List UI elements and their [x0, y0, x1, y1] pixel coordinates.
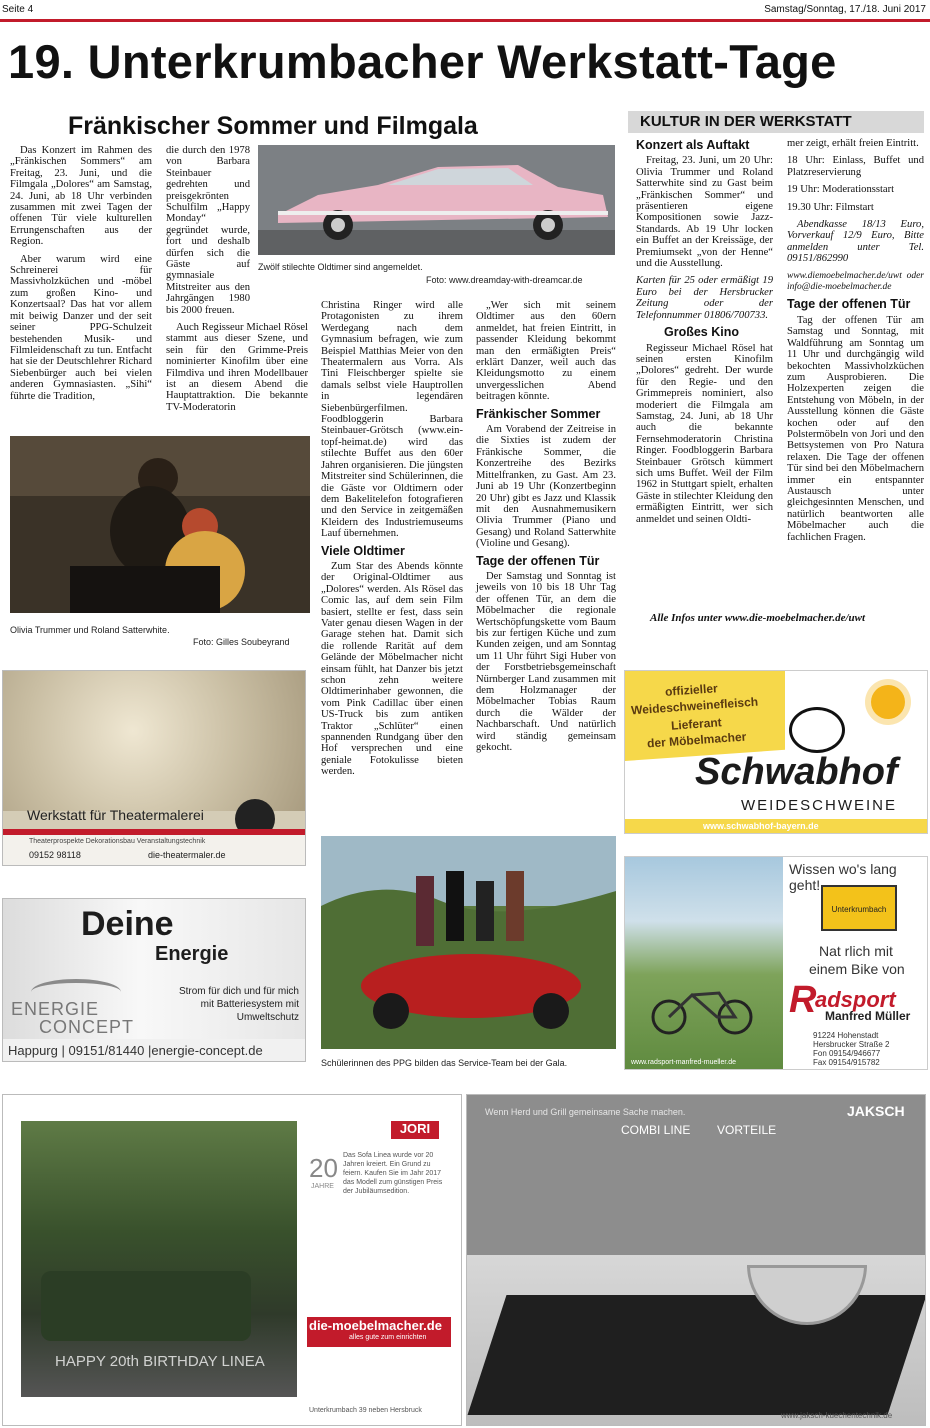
subheading-grosses-kino: Großes Kino: [664, 325, 740, 340]
kultur-header: KULTUR IN DER WERKSTATT: [640, 113, 852, 130]
ad-jori-address: Unterkrumbach 39 neben Hersbruck: [309, 1407, 422, 1414]
ad-theater-web[interactable]: die-theatermaler.de: [148, 850, 226, 860]
ad-jori-banner[interactable]: die-moebelmacher.de: [309, 1318, 442, 1333]
ad-jaksch-web[interactable]: www.jaksch-kuechentechnik.de: [781, 1411, 893, 1420]
page-headline: 19. Unterkrumbacher Werkstatt-Tage: [8, 35, 837, 88]
ad-jori-banner-sub: alles gute zum einrichten: [349, 1334, 427, 1341]
link-moebelmacher[interactable]: www.diemoebelmacher.de/uwt oder info@die-moebelmacher.de: [787, 270, 924, 293]
ad-energie-logo2: CONCEPT: [39, 1017, 135, 1037]
ad-radsport-sign: Unterkrumbach: [831, 905, 887, 914]
paragraph-abendkasse: Abendkasse 18/13 Euro, Vorverkauf 12/9 Euro, Bitte anmelden unter Tel. 09151/862990: [787, 219, 924, 265]
ad-energie-footer[interactable]: Happurg | 09151/81440 |energie-concept.de: [8, 1043, 263, 1058]
students-photo: [321, 836, 616, 1049]
schedule-moderation: 19 Uhr: Moderationsstart: [787, 184, 895, 196]
ad-radsport-photo: [625, 857, 783, 1070]
article-column-3: [321, 300, 463, 778]
ad-radsport-brand-r: R: [789, 979, 817, 1021]
car-credit: Foto: www.dreamday-with-dreamcar.de: [426, 275, 583, 285]
students-caption: Schülerinnen des PPG bilden das Service-Team bei der Gala.: [321, 1058, 568, 1068]
page-number: Seite 4: [2, 4, 34, 15]
ad-radsport-web[interactable]: www.radsport-manfred-mueller.de: [631, 1059, 737, 1066]
ad-schwabhof-line1: offizieller: [664, 681, 719, 699]
paragraph: Das Konzert im Rahmen des „Fränkischen Sommers“ am Freitag, 23. Juni, und die Filmgala „Dolores“ am Samstag, 24. Juni, ab 18 Uhr verbinden zusammen mit zwei Tagen der offenen Tür viele kulturellen Errungenschaften aus der Region.: [10, 145, 152, 248]
ad-schwabhof-web[interactable]: www.schwabhof-bayern.de: [703, 821, 819, 831]
ad-theater-phone: 09152 98118: [29, 850, 81, 860]
article-column-1: [10, 145, 152, 402]
paragraph: Auch Regisseur Michael Rösel stammt aus dieser Szene, und sein für den Grimme-Preis nominierter Kinofilm über eine Filmdiva und ihren Modellbauer ist an diesem Abend die Hauptattraktion. Die bekannte TV-Moderatorin: [166, 322, 308, 413]
ad-radsport-fax: Fax 09154/915782: [813, 1058, 880, 1067]
ad-jaksch[interactable]: [466, 1094, 926, 1426]
ad-jori-photo: [21, 1121, 297, 1397]
musicians-credit: Foto: Gilles Soubeyrand: [193, 637, 290, 647]
ad-schwabhof-line2: Weideschweinefleisch: [630, 694, 759, 718]
ad-jaksch-head: Wenn Herd und Grill gemeinsame Sache machen.: [485, 1107, 686, 1117]
ad-schwabhof[interactable]: [624, 670, 928, 834]
ad-schwabhof-line3: Lieferant: [670, 715, 723, 733]
car-caption: Zwölf stilechte Oldtimer sind angemeldet.: [258, 262, 423, 272]
ad-jori-years: 20: [309, 1153, 338, 1183]
ad-schwabhof-line4: der Möbelmacher: [646, 729, 747, 751]
kultur-column-2: [787, 138, 924, 543]
article-title: Fränkischer Sommer und Filmgala: [68, 112, 478, 140]
sofa-shape: [41, 1271, 251, 1341]
subheading-konzert-auftakt: Konzert als Auftakt: [636, 138, 750, 152]
ad-radsport[interactable]: [624, 856, 928, 1070]
paragraph: Zum Star des Abends könnte der Original-Oldtimer aus „Dolores“ werden. Als Rösel das Comic las, auf dem sein Film basiert, stellte er fest, dass sein Vater genau diesen Wagen in der Garage stehen hat. Damit sich die rollende Rarität auf dem Gelände der Möbelmacher nicht einsam fühlt, hat Danzer bis jetzt schon zehn weitere Oldtimerinhaber gewonnen, die vom Pink Cadillac über einen US-Truck bis zum antiken Traktor „Schlüter“ einen spannenden Rundgang über den Hof versprechen und eine geniale Fotokulisse bieten werden.: [321, 560, 463, 778]
subheading-viele-oldtimer: Viele Oldtimer: [321, 543, 405, 558]
ad-schwabhof-sub: WEIDESCHWEINE: [741, 797, 898, 814]
ad-radsport-line2: einem Bike von: [809, 961, 905, 977]
ad-radsport-head: Wissen wo's lang geht!: [789, 861, 897, 893]
ad-jaksch-cooktop: [467, 1255, 926, 1426]
ad-jori-years-label: JAHRE: [311, 1183, 334, 1190]
paragraph: Aber warum wird eine Schreinerei für Massivholzküchen und -möbel zum großen Kino- und Konzertsaal? Das hat vor allem mit beiwig Danzer und der seit seiner PPG-Schulzeit bestehenden Musik- und Filmleidenschaft zu tun. Entfacht hat sie der Deutschlehrer Richard Siebenbürger auch bei vielen anderen Gymnasiasten. „Sihi“ führte die Tradition,: [10, 253, 152, 402]
bicycle-icon: [647, 975, 757, 1035]
ad-energie-tagline: Strom für dich und für mich mit Batteriesystem mit Umweltschutz: [178, 986, 299, 1023]
kultur-column-1: [636, 140, 773, 525]
ad-jaksch-col2: VORTEILE: [717, 1123, 777, 1137]
ad-radsport-line1: Nat rlich mit: [819, 943, 893, 959]
paragraph: Christina Ringer wird alle Protagonisten zu ihrem Werdegang nach dem Gymnasium befragen, wie zum Beispiel Matthias Meier von den Theatermalern aus Vorra. Als Tini Fleischberger spielte sie damals selbst viele Hauptrollen in legendären Siebenbürgerfilmen. Foodbloggerin Barbara Steinbauer-Grötsch (www.ein-topf-heimat.de) wird das stilechte Buffet aus den 60er Jahren organisieren. Die jüngsten Mitstreiter sind Schülerinnen, die die Gäste vor Oldtimern oder dem Bakelitelefon fotografieren und den Service in zeitgemäßen Kleidern des Industriemuseums Lauf übernehmen.: [321, 300, 463, 540]
subheading-tage-offene-tuer: Tage der offenen Tür: [476, 553, 600, 568]
ad-theater-services: Theaterprospekte Dekorationsbau Veranstaltungstechnik: [29, 838, 206, 845]
pig-icon: [789, 707, 845, 753]
article-column-2b: [166, 322, 308, 413]
ad-theater-title: Werkstatt für Theatermalerei: [27, 807, 204, 823]
ad-radsport-addr1: 91224 Hohenstadt: [813, 1031, 879, 1040]
ad-jori[interactable]: [2, 1094, 462, 1426]
paragraph: mer zeigt, erhält freien Eintritt.: [787, 138, 919, 149]
musicians-illustration: [10, 436, 310, 613]
subheading-fraenkischer-sommer: Fränkischer Sommer: [476, 406, 601, 421]
ad-theatermalerei[interactable]: [2, 670, 306, 866]
ad-energie-title1: Deine: [81, 905, 174, 943]
paragraph: „Wer sich mit seinem Oldtimer aus den 60ern anmeldet, hat freien Eintritt, in passender Kleidung bekommt man den ermäßigten Preis“ erklärt Danzer, weil auch das Kleidungsmotto zu einem unvergesslichen Abend beitragen könnte.: [476, 300, 616, 403]
ad-jori-text: Das Sofa Linea wurde vor 20 Jahren kreiert. Ein Grund zu feiern. Kaufen Sie im Jahr 2017 das Modell zum günstigen Preis der Jubiläumsedition.: [343, 1152, 443, 1195]
kultur-footer-link[interactable]: Alle Infos unter www.die-moebelmacher.de/uwt: [650, 612, 866, 624]
ad-radsport-brand: adsport: [815, 987, 896, 1012]
issue-date: Samstag/Sonntag, 17./18. Juni 2017: [764, 4, 926, 15]
ad-jori-overlay: HAPPY 20th BIRTHDAY LINEA: [55, 1353, 265, 1370]
article-column-2: [166, 145, 250, 316]
paragraph: Tag der offenen Tür am Samstag und Sonntag, mit Waldführung am Sonntag um 11 Uhr und durchgängig wild bekochten Massivholzküchen zum Ausprobieren. Die Holzexperten zeigen die Entstehung von Möbeln, in der Ausstellung können die Gäste kochen oder auf den Polstermöbeln von Jori und den Bettsystemen von Pro Natura relaxen. Die Tage der offenen Tür sind bei den Möbelmachern immer ein entspannter Austausch unter gleichgesinnten Menschen, und natürlich beantworten alle Möbelmacher auch die fachlichen Fragen.: [787, 314, 924, 543]
students-illustration: [321, 836, 616, 1049]
ad-energie-logo1: ENERGIE: [11, 999, 100, 1019]
sun-icon: [871, 685, 905, 719]
ad-jori-badge: JORI: [391, 1121, 439, 1139]
musicians-caption: Olivia Trummer und Roland Satterwhite.: [10, 625, 170, 635]
paragraph: Der Samstag und Sonntag ist jeweils von 10 bis 18 Uhr Tag der offenen Tür, an dem die Möbelmacher die regionale Wertschöpfungskette vom Baum bis zur fertigen Küche und zum Kunden zeigen, und am Sonntag um 11 Uhr führt Sigi Huber von der Forstbetriebsgemeinschaft Nürnberger Land zusammen mit dem Holzmanager der Möbelmacher Tobias Raum durch die Wälder der Nachbarschaft. Und natürlich wird ständig gemeinsam gekocht.: [476, 570, 616, 754]
subheading-offene-tuer: Tage der offenen Tür: [787, 297, 911, 312]
cooktop-panel: [468, 1295, 926, 1415]
paragraph: die durch den 1978 von Barbara Steinbauer gedrehten und preisgekrönten Schulfilm „Happy Monday“ gegründet wurde, fort und deshalb dürfen sich die Gäste auf gymnasiale Mitstreiter aus den Jahrgängen 1980 bis 2000 freuen.: [166, 145, 250, 316]
car-illustration: [258, 145, 615, 255]
ad-jaksch-col1: COMBI LINE: [621, 1123, 691, 1137]
ad-radsport-fon: Fon 09154/946677: [813, 1049, 881, 1058]
schedule-einlass: 18 Uhr: Einlass, Buffet und Platzreservierung: [787, 155, 924, 178]
paragraph: Regisseur Michael Rösel hat seinen ersten Kinofilm „Dolores“ gedreht. Der wurde für den Regie- und den Grimmepreis nominiert, also moderiert die Filmgala am Samstag, 24. Juni, ab 18 Uhr auch die bekannte Fernsehmoderatorin Christina Ringer. Foodbloggerin Barbara Steinbauer Grötsch kümmert sich ums Buffet. Weil der Film 1962 in Stuttgart spielt, erhalten Gäste in stilechter Kleidung den ermäßigten Eintritt, wer sich anmeldet und seinen Oldti-: [636, 342, 773, 525]
ad-jaksch-logo: JAKSCH: [847, 1103, 905, 1119]
ad-radsport-owner: Manfred Müller: [825, 1009, 911, 1023]
paragraph: Am Vorabend der Zeitreise in die Sixties ist zudem der Fränkische Sommer, die Konzertreihe des Bezirks Mittelfranken, zu Gast. Am 23. Juni ab 19 Uhr (Konzertbeginn 20 Uhr) gibt es Jazz und Klassik mit den Ausnahmemusikern Olivia Trummer (Piano und Gesang) und Roland Satterwhite (Violine und Gesang).: [476, 424, 616, 550]
ad-energie-concept[interactable]: [2, 898, 306, 1062]
ad-schwabhof-brand: Schwabhof: [695, 751, 898, 793]
musicians-photo: [10, 436, 310, 613]
header-rule: [0, 19, 930, 22]
article-column-4: [476, 300, 616, 753]
schedule-film: 19.30 Uhr: Filmstart: [787, 201, 874, 213]
ad-theater-bg: [3, 671, 306, 811]
paragraph-tickets: Karten für 25 oder ermäßigt 19 Euro bei der Hersbrucker Zeitung oder der Telefonnummer 01806/700733.: [636, 275, 773, 321]
paragraph: Freitag, 23. Juni, um 20 Uhr: Olivia Trummer und Roland Satterwhite sind zu Gast beim „Fränkischen Sommer“ und präsentieren eigene Kompositionen sowie Jazz-Standards. Ab 19 Uhr locken ein Buffet an der Kreissäge, der Premiumsekt „von der Henne“ und die Ausstellung.: [636, 155, 773, 270]
ad-energie-title2: Energie: [155, 943, 229, 965]
oldtimer-car-photo: [258, 145, 615, 255]
ad-radsport-addr2: Hersbrucker Straße 2: [813, 1040, 890, 1049]
